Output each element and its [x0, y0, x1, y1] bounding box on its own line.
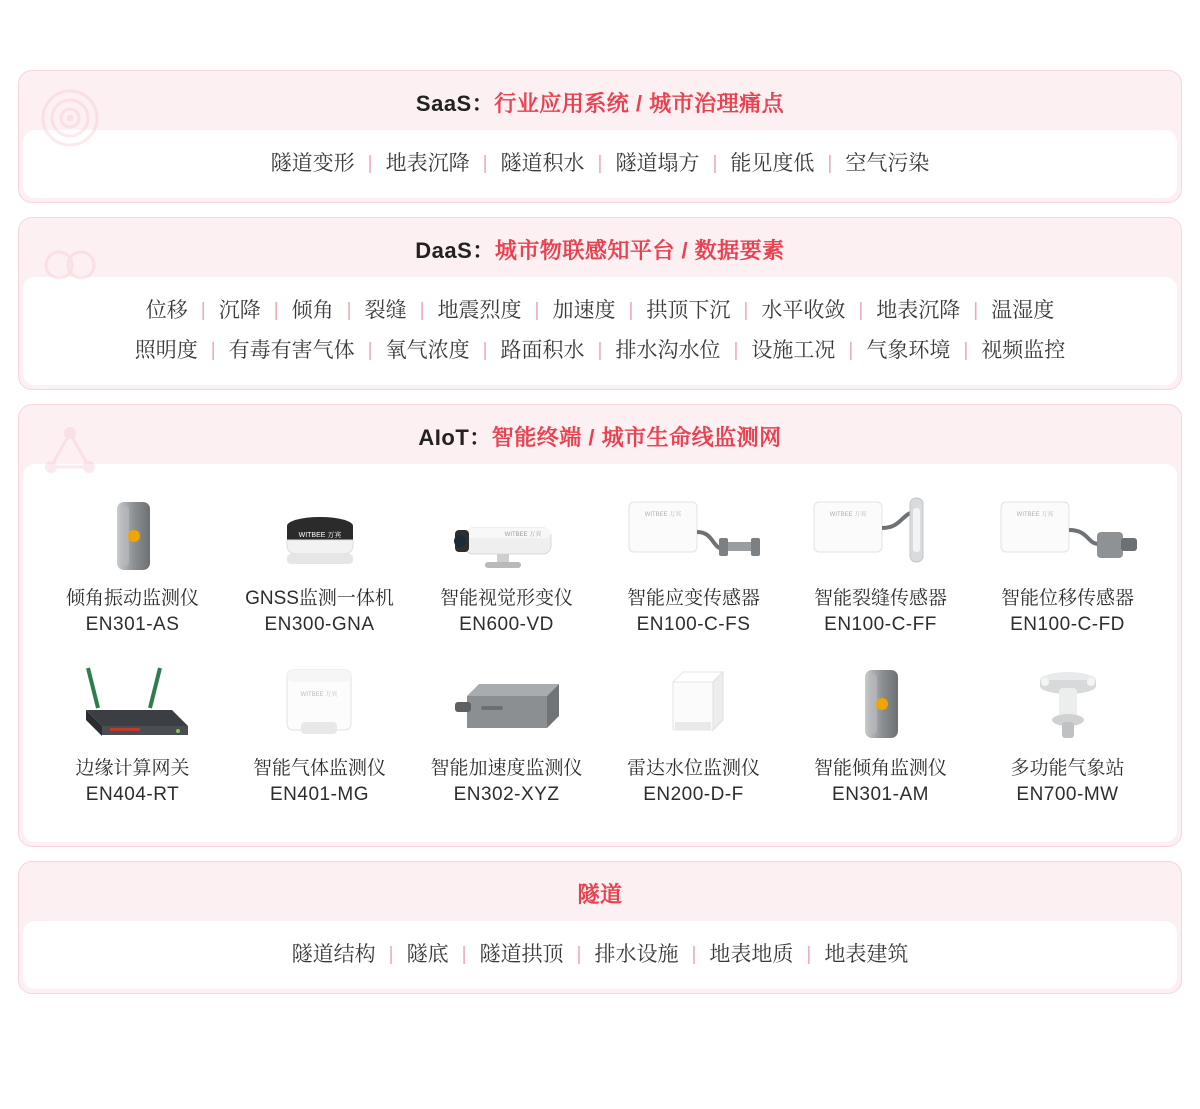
device-model: EN301-AM	[832, 784, 929, 806]
layer-title-tunnel: 隧道	[577, 881, 623, 907]
device-item[interactable]	[787, 484, 974, 648]
tag-separator: |	[597, 152, 603, 174]
layer-body-aiot	[23, 464, 1177, 842]
device-item[interactable]	[226, 484, 413, 648]
layer-title-aiot	[19, 405, 1181, 464]
svg-text:WITBEE 万宾: WITBEE 万宾	[1016, 511, 1053, 518]
accelerometer-icon	[437, 660, 577, 746]
daas-tag-row-1	[33, 291, 1167, 331]
tag-item: 照明度	[134, 338, 198, 362]
svg-text:WITBEE 万宾: WITBEE 万宾	[300, 691, 337, 698]
tag-item: 排水设施	[594, 942, 679, 966]
gas-monitor-icon	[265, 660, 375, 746]
layer-body-daas	[23, 277, 1177, 385]
tag-separator: |	[419, 299, 425, 321]
device-item[interactable]	[974, 484, 1161, 648]
layer-title-text: 智能终端 / 城市生命线监测网	[491, 424, 782, 450]
device-name: 智能裂缝传感器	[813, 587, 947, 609]
device-model: EN700-MW	[1016, 784, 1119, 806]
tag-item: 隧道结构	[291, 942, 376, 966]
tag-separator: |	[200, 299, 206, 321]
device-name: GNSS监测一体机	[245, 587, 394, 609]
layer-prefix: DaaS：	[415, 237, 495, 263]
tag-separator: |	[482, 152, 488, 174]
device-name: 雷达水位监测仪	[626, 757, 760, 779]
layer-title-saas	[19, 71, 1181, 130]
device-item[interactable]	[600, 654, 787, 818]
tag-separator: |	[806, 943, 812, 965]
layer-prefix: SaaS：	[415, 91, 495, 116]
crack-sensor-icon	[806, 490, 956, 576]
tag-item: 气象环境	[866, 338, 951, 362]
daas-tag-row-2	[33, 331, 1167, 371]
layer-body-saas	[23, 130, 1177, 198]
device-item[interactable]	[413, 654, 600, 818]
device-name: 边缘计算网关	[75, 757, 190, 779]
layer-card-daas	[18, 217, 1182, 390]
device-model: EN100-C-FD	[1010, 614, 1125, 636]
tag-separator: |	[628, 299, 634, 321]
device-name: 智能加速度监测仪	[430, 757, 583, 779]
layer-body-tunnel	[23, 921, 1177, 989]
gnss-receiver-icon	[265, 490, 375, 576]
tag-separator: |	[534, 299, 540, 321]
device-item[interactable]	[413, 484, 600, 648]
device-model: EN200-D-F	[643, 784, 744, 806]
tag-item: 设施工况	[751, 338, 836, 362]
device-model: EN401-MG	[269, 784, 370, 806]
weather-station-icon	[1013, 660, 1123, 746]
tag-separator: |	[963, 339, 969, 361]
tag-separator: |	[346, 299, 352, 321]
device-item[interactable]	[600, 484, 787, 648]
tag-separator: |	[858, 299, 864, 321]
device-name: 智能位移传感器	[1000, 587, 1134, 609]
tag-item: 能见度低	[730, 152, 815, 175]
device-model: EN302-XYZ	[453, 784, 560, 806]
device-item[interactable]	[787, 654, 974, 818]
tunnel-tag-row	[33, 935, 1167, 975]
device-item[interactable]	[226, 654, 413, 818]
device-name: 智能气体监测仪	[252, 757, 386, 779]
tag-separator: |	[848, 339, 854, 361]
tag-item: 地表沉降	[385, 152, 470, 175]
device-item[interactable]	[974, 654, 1161, 818]
tag-separator: |	[482, 339, 488, 361]
tag-item: 倾角	[291, 298, 334, 322]
device-model: EN600-VD	[459, 614, 554, 636]
tag-separator: |	[367, 152, 373, 174]
tilt-sensor-icon	[846, 660, 916, 746]
device-model: EN301-AS	[85, 614, 180, 636]
svg-text:WITBEE 万宾: WITBEE 万宾	[829, 511, 866, 518]
tag-item: 隧道积水	[500, 152, 585, 175]
layer-card-tunnel	[18, 861, 1182, 994]
tag-item: 排水沟水位	[615, 338, 721, 362]
layer-card-saas	[18, 70, 1182, 203]
tag-separator: |	[827, 152, 833, 174]
tag-item: 隧道拱顶	[479, 942, 564, 966]
device-grid	[33, 478, 1167, 828]
tag-item: 水平收敛	[761, 298, 846, 322]
tag-separator: |	[210, 339, 216, 361]
tag-item: 地震烈度	[437, 298, 522, 322]
device-name: 智能应变传感器	[626, 587, 760, 609]
tag-separator: |	[712, 152, 718, 174]
tag-separator: |	[367, 339, 373, 361]
tag-item: 地表建筑	[824, 942, 909, 966]
tag-item: 空气污染	[845, 152, 930, 175]
svg-text:WITBEE 万宾: WITBEE 万宾	[298, 531, 341, 539]
device-model: EN100-C-FS	[636, 614, 751, 636]
edge-gateway-icon	[58, 660, 208, 746]
tilt-vibration-sensor-icon	[98, 490, 168, 576]
tag-item: 隧底	[406, 942, 449, 966]
device-model: EN300-GNA	[264, 614, 375, 636]
strain-sensor-icon	[619, 490, 769, 576]
tag-separator: |	[273, 299, 279, 321]
tag-separator: |	[388, 943, 394, 965]
displacement-sensor-icon	[993, 490, 1143, 576]
tag-item: 地表地质	[709, 942, 794, 966]
tag-item: 加速度	[552, 298, 616, 322]
saas-tag-row	[33, 144, 1167, 184]
tag-item: 隧道塌方	[615, 152, 700, 175]
tag-item: 裂缝	[364, 298, 407, 322]
tag-item: 隧道变形	[270, 152, 355, 175]
tag-separator: |	[461, 943, 467, 965]
tag-item: 地表沉降	[876, 298, 961, 322]
tag-item: 氧气浓度	[385, 338, 470, 362]
device-item[interactable]	[39, 484, 226, 648]
device-model: EN404-RT	[85, 784, 180, 806]
layer-title-daas	[19, 218, 1181, 277]
tag-separator: |	[597, 339, 603, 361]
tag-separator: |	[691, 943, 697, 965]
tag-separator: |	[733, 339, 739, 361]
tag-item: 拱顶下沉	[646, 298, 731, 322]
tag-item: 视频监控	[981, 338, 1066, 362]
tag-item: 温湿度	[991, 298, 1055, 322]
svg-text:WITBEE 万宾: WITBEE 万宾	[504, 531, 541, 538]
tag-item: 位移	[145, 298, 188, 322]
vision-camera-icon	[437, 490, 577, 576]
tag-item: 路面积水	[500, 338, 585, 362]
device-name: 智能倾角监测仪	[813, 757, 947, 779]
layer-prefix: AIoT：	[418, 424, 492, 450]
tag-item: 沉降	[218, 298, 261, 322]
tag-separator: |	[743, 299, 749, 321]
device-name: 多功能气象站	[1010, 757, 1125, 779]
device-item[interactable]	[39, 654, 226, 818]
device-name: 倾角振动监测仪	[65, 587, 199, 609]
device-name: 智能视觉形变仪	[439, 587, 573, 609]
tag-item: 有毒有害气体	[228, 338, 355, 362]
layer-card-aiot	[18, 404, 1182, 847]
tag-separator: |	[576, 943, 582, 965]
svg-text:WITBEE 万宾: WITBEE 万宾	[644, 511, 681, 518]
layer-title-text: 行业应用系统 / 城市治理痛点	[494, 91, 785, 116]
tag-separator: |	[973, 299, 979, 321]
layer-title-text: 城市物联感知平台 / 数据要素	[494, 237, 785, 263]
device-model: EN100-C-FF	[824, 614, 937, 636]
radar-water-level-icon	[639, 660, 749, 746]
